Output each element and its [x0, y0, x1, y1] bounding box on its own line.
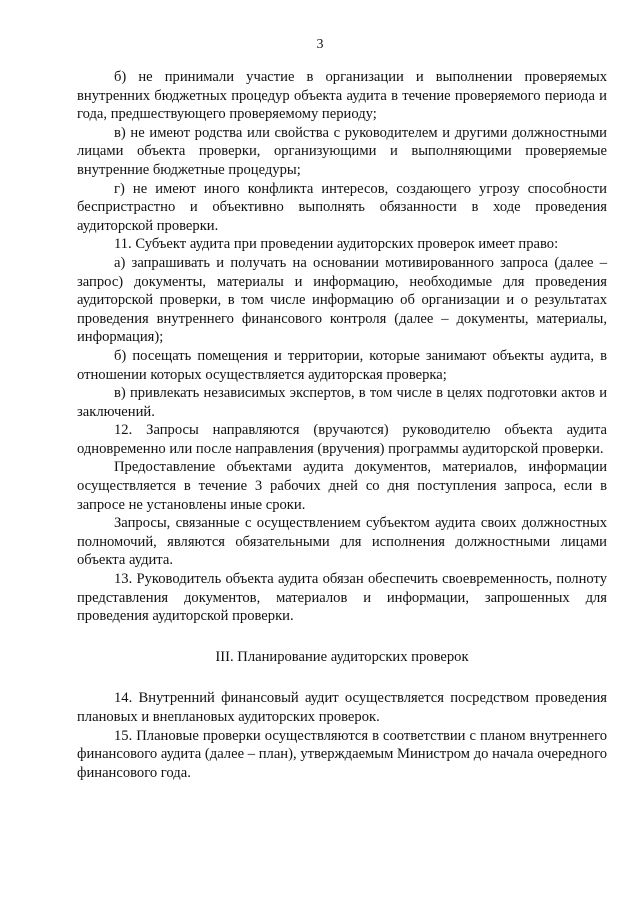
paragraph-15-planned-audits: 15. Плановые проверки осуществляются в соответствии с планом внутреннего финансового аудита (далее – план), утверждаемым Министром до начала очередного финансового года.	[77, 727, 607, 781]
paragraph-11-rights: 11. Субъект аудита при проведении аудиторских проверок имеет право:	[114, 236, 559, 253]
paragraph-provision-terms: Предоставление объектами аудита документов, материалов, информации осуществляется в течение 3 рабочих дней со дня поступления запроса, если в запросе не установлены иные сроки.	[77, 459, 607, 513]
paragraph-12-requests: 12. Запросы направляются (вручаются) руководителю объекта аудита одновременно или после направления (вручения) программы аудиторской проверки.	[77, 422, 607, 457]
paragraph-13-head-obligations: 13. Руководитель объекта аудита обязан обеспечить своевременность, полноту представления документов, материалов и информации, запрошенных для проведения аудиторской проверки.	[77, 571, 607, 625]
paragraph-v-no-kinship: в) не имеют родства или свойства с руководителем и другими должностными лицами объекта проверки, организующими и выполняющими проверяемые внутренние бюджетные процедуры;	[77, 124, 607, 178]
paragraph-a-request-documents: а) запрашивать и получать на основании мотивированного запроса (далее – запрос) документы, материалы и информацию, необходимые для проведения аудиторской проверки, в том числе информацию об организации и о результатах проведения внутреннего финансового контроля (далее – документы, материалы, информация);	[77, 254, 607, 346]
page-number: 3	[316, 37, 324, 52]
document-body	[77, 68, 607, 782]
section-heading: III. Планирование аудиторских проверок	[215, 648, 469, 665]
paragraph-b-visit-premises: б) посещать помещения и территории, которые занимают объекты аудита, в отношении которых осуществляется аудиторская проверка;	[77, 347, 607, 383]
paragraph-v-engage-experts: в) привлекать независимых экспертов, в том числе в целях подготовки актов и заключений.	[77, 385, 607, 420]
paragraph-g-no-conflict: г) не имеют иного конфликта интересов, создающего угрозу способности беспристрастно и объективно выполнять обязанности в ходе проведения аудиторской проверки.	[77, 180, 607, 234]
paragraph-14-internal-audit: 14. Внутренний финансовый аудит осуществляется посредством проведения плановых и внеплановых аудиторских проверок.	[77, 690, 607, 725]
paragraph-b-no-participation: б) не принимали участие в организации и выполнении проверяемых внутренних бюджетных процедур объекта аудита в течение проверяемого периода и года, предшествующего проверяемому периоду;	[77, 69, 607, 123]
paragraph-requests-mandatory: Запросы, связанные с осуществлением субъектом аудита своих должностных полномочий, являются обязательными для исполнения должностными лицами объекта аудита.	[77, 515, 607, 569]
